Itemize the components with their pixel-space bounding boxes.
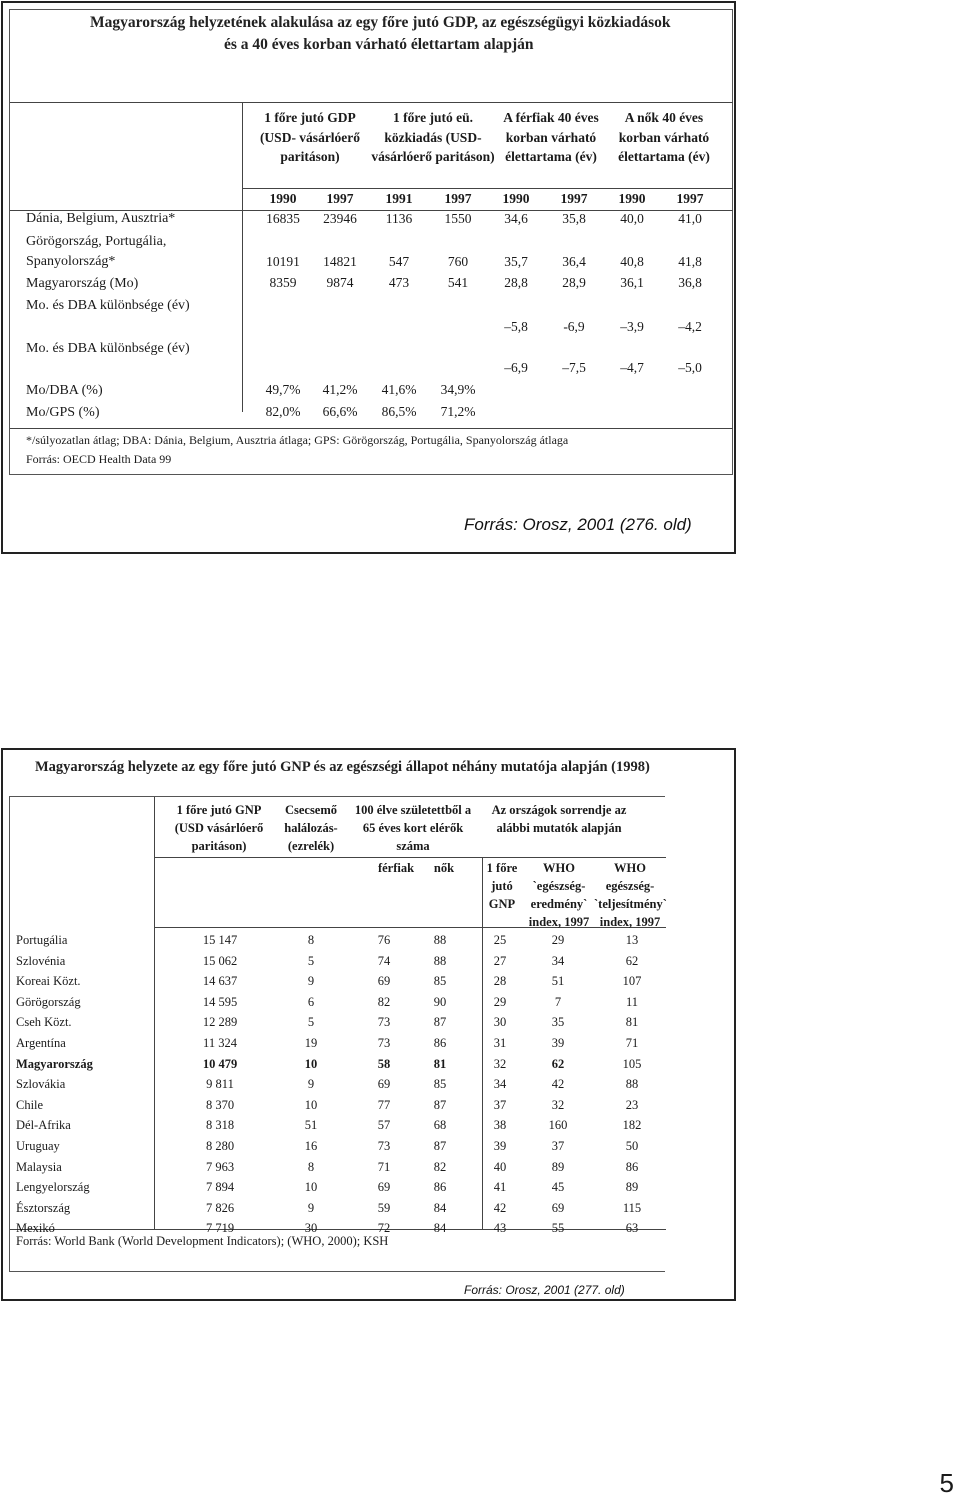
table-cell: 51 bbox=[304, 1118, 318, 1133]
table-cell: 36,8 bbox=[678, 275, 702, 290]
table-cell: 38 bbox=[493, 1118, 507, 1133]
table-cell: 43 bbox=[493, 1221, 507, 1236]
table-cell: 11 bbox=[625, 994, 639, 1009]
table-cell: 82 bbox=[377, 994, 391, 1009]
table-cell: 74 bbox=[377, 953, 391, 968]
table-cell: 34 bbox=[493, 1077, 507, 1092]
table-cell: 7 826 bbox=[205, 1200, 235, 1215]
table-cell: 90 bbox=[433, 994, 447, 1009]
table-cell: 37 bbox=[551, 1139, 565, 1153]
table-cell: 23 bbox=[625, 1097, 639, 1112]
table-cell: 50 bbox=[625, 1139, 639, 1153]
table-cell: 85 bbox=[433, 974, 447, 989]
table-cell: 760 bbox=[447, 254, 469, 269]
table-cell: 10 479 bbox=[202, 1056, 238, 1071]
col-header-health-spending: 1 főre jutó eü. közkiadás (USD- vásárlóerő paritáson) bbox=[371, 110, 495, 164]
table-row-label: Cseh Közt. bbox=[16, 1015, 72, 1030]
table-cell: 9 811 bbox=[206, 1077, 234, 1092]
col-header-women: nők bbox=[433, 861, 455, 875]
table-image-2 bbox=[9, 796, 665, 1272]
page-number: 5 bbox=[939, 1468, 954, 1498]
table-cell: 27 bbox=[493, 953, 507, 968]
table-cell: 8 318 bbox=[205, 1118, 235, 1133]
col-header-survival-65: 100 élve születettből a 65 éves kort elérők száma bbox=[354, 803, 472, 853]
table-cell: 81 bbox=[625, 1015, 639, 1030]
table-source-note: Forrás: OECD Health Data 99 bbox=[26, 452, 172, 466]
table-cell: 86 bbox=[625, 1159, 639, 1174]
table-cell: 58 bbox=[377, 1056, 391, 1071]
table-cell: 89 bbox=[625, 1180, 639, 1195]
table-cell: 62 bbox=[551, 1056, 565, 1071]
table-cell: 160 bbox=[548, 1118, 568, 1133]
table-cell: 28,9 bbox=[562, 275, 586, 290]
table-cell: 14 595 bbox=[202, 994, 238, 1009]
table-cell: 11 324 bbox=[203, 1036, 237, 1050]
table-cell: 41 bbox=[493, 1180, 507, 1195]
year-header: 1997 bbox=[444, 191, 472, 206]
table-cell: 14 637 bbox=[202, 974, 238, 989]
table-cell: –5,0 bbox=[678, 360, 702, 375]
col-header-female-life-expectancy: A nők 40 éves korban várható élettartama (év) bbox=[618, 110, 710, 164]
table-cell: 10191 bbox=[266, 254, 300, 269]
col-header-who-performance: WHO egészség-`teljesítmény` index, 1997 bbox=[594, 861, 667, 929]
slide-source-caption: Forrás: Orosz, 2001 (277. old) bbox=[464, 1283, 625, 1297]
col-header-rank-gnp: 1 főre jutó GNP bbox=[486, 861, 518, 911]
table-row-label: Lengyelország bbox=[16, 1180, 90, 1195]
table-cell: 89 bbox=[551, 1159, 565, 1174]
table-cell: 82,0% bbox=[265, 404, 301, 419]
table-cell: 10 bbox=[304, 1056, 318, 1071]
table-cell: 41,8 bbox=[678, 254, 702, 269]
table-cell: 10 bbox=[304, 1180, 318, 1195]
table-cell: 1550 bbox=[444, 211, 472, 226]
year-header: 1990 bbox=[618, 191, 646, 206]
table-cell: 6 bbox=[307, 994, 315, 1009]
table-cell: 7 bbox=[554, 994, 562, 1009]
year-header: 1990 bbox=[269, 191, 297, 206]
table-cell: 85 bbox=[433, 1077, 447, 1092]
table-cell: 28,8 bbox=[504, 275, 528, 290]
table-cell: 88 bbox=[433, 953, 447, 968]
table-cell: 55 bbox=[551, 1221, 565, 1236]
table-row-label: Koreai Közt. bbox=[16, 974, 81, 989]
table-cell: 8359 bbox=[269, 275, 297, 290]
table-cell: 5 bbox=[307, 953, 315, 968]
table-cell: 41,0 bbox=[678, 211, 702, 226]
col-header-men: férfiak bbox=[377, 861, 415, 875]
table-cell: 473 bbox=[388, 275, 410, 290]
table-cell: –3,9 bbox=[620, 319, 644, 334]
table-cell: 31 bbox=[493, 1036, 507, 1050]
col-header-rank: Az országok sorrendje az alábbi mutatók alapján bbox=[491, 803, 627, 835]
slide-2 bbox=[1, 748, 736, 1301]
col-header-infant-mortality: Csecsemő halálozás- (ezrelék) bbox=[284, 803, 338, 853]
row-label: Mo. és DBA különbsége (év) bbox=[26, 298, 190, 313]
table-cell: 1136 bbox=[385, 211, 413, 226]
table-cell: 10 bbox=[304, 1097, 318, 1112]
row-label: Mo/GPS (%) bbox=[26, 405, 100, 420]
table-row-label: Görögország bbox=[16, 994, 81, 1009]
table-cell: 42 bbox=[551, 1077, 565, 1092]
table-source-note: Forrás: World Bank (World Development Indicators); (WHO, 2000); KSH bbox=[16, 1234, 389, 1248]
table-cell: 81 bbox=[433, 1056, 447, 1071]
table-cell: 66,6% bbox=[322, 404, 358, 419]
table-cell: 7 963 bbox=[205, 1159, 235, 1174]
table-cell: 87 bbox=[433, 1015, 447, 1030]
table-row-label: Malaysia bbox=[16, 1159, 62, 1174]
table-row-label: Argentína bbox=[16, 1036, 66, 1050]
table-cell: 115 bbox=[622, 1200, 642, 1215]
table-cell: 87 bbox=[433, 1139, 447, 1153]
year-header: 1997 bbox=[676, 191, 704, 206]
table-cell: 39 bbox=[551, 1036, 565, 1050]
table-cell: 41,2% bbox=[322, 382, 358, 397]
table-cell: 59 bbox=[377, 1200, 391, 1215]
table-cell: 41,6% bbox=[381, 382, 417, 397]
table-title-line1: Magyarország helyzetének alakulása az egy főre jutó GDP, az egészségügyi közkiadások bbox=[90, 14, 671, 31]
table-cell: 107 bbox=[622, 974, 642, 989]
table-cell: 62 bbox=[625, 953, 639, 968]
row-label: Mo/DBA (%) bbox=[26, 383, 103, 398]
year-header: 1997 bbox=[326, 191, 354, 206]
table-cell: 71 bbox=[377, 1159, 391, 1174]
table-cell: 77 bbox=[377, 1097, 391, 1112]
year-header: 1991 bbox=[385, 191, 413, 206]
table-cell: 32 bbox=[551, 1097, 565, 1112]
table-cell: 42 bbox=[493, 1200, 507, 1215]
table-cell: 69 bbox=[377, 1077, 391, 1092]
table-cell: 32 bbox=[493, 1056, 507, 1071]
year-header: 1990 bbox=[502, 191, 530, 206]
col-header-male-life-expectancy: A férfiak 40 éves korban várható élettartama (év) bbox=[503, 110, 599, 164]
table-cell: 63 bbox=[625, 1221, 639, 1236]
row-label: Görögország, Portugália, Spanyolország* bbox=[26, 234, 167, 269]
table-cell: 15 062 bbox=[202, 953, 238, 968]
table-cell: 14821 bbox=[323, 254, 357, 269]
table-cell: 45 bbox=[551, 1180, 565, 1195]
table-cell: 35 bbox=[551, 1015, 565, 1030]
table-cell: 40,0 bbox=[620, 211, 644, 226]
table-cell: 71 bbox=[625, 1036, 639, 1050]
table-cell: 72 bbox=[377, 1221, 391, 1236]
table-cell: 68 bbox=[433, 1118, 447, 1133]
table-cell: 29 bbox=[551, 933, 565, 947]
table-cell: 69 bbox=[377, 974, 391, 989]
table-cell: 8 bbox=[307, 933, 315, 947]
table-cell: 36,4 bbox=[562, 254, 586, 269]
table-cell: 73 bbox=[377, 1015, 391, 1030]
table-cell: 7 894 bbox=[205, 1180, 235, 1195]
table-cell: –4,2 bbox=[678, 319, 702, 334]
table-cell: 8 280 bbox=[205, 1139, 235, 1153]
table-cell: 105 bbox=[622, 1056, 642, 1071]
table-cell: 69 bbox=[551, 1200, 565, 1215]
table-cell: 19 bbox=[304, 1036, 318, 1050]
table-cell: 29 bbox=[493, 994, 507, 1009]
table-cell: 34,9% bbox=[440, 382, 476, 397]
table-cell: 9 bbox=[307, 1077, 315, 1092]
table-row-label: Uruguay bbox=[16, 1139, 60, 1153]
table-cell: 40 bbox=[493, 1159, 507, 1174]
table-row-label: Szlovákia bbox=[16, 1077, 66, 1092]
table-cell: 84 bbox=[433, 1221, 447, 1236]
table-cell: 40,8 bbox=[620, 254, 644, 269]
table-cell: 9 bbox=[307, 1200, 315, 1215]
col-header-gnp: 1 főre jutó GNP (USD vásárlóerő paritáson) bbox=[174, 803, 264, 853]
table-cell: 35,8 bbox=[562, 211, 586, 226]
table-cell: 547 bbox=[388, 254, 410, 269]
table-row-label: Szlovénia bbox=[16, 953, 66, 968]
table-title: Magyarország helyzete az egy főre jutó GNP és az egészségi állapot néhány mutatója alapján (1998) bbox=[35, 759, 650, 775]
table-cell: 86 bbox=[433, 1036, 447, 1050]
table-cell: 182 bbox=[622, 1118, 642, 1133]
table-cell: 39 bbox=[493, 1139, 507, 1153]
table-cell: 28 bbox=[493, 974, 507, 989]
row-label: Mo. és DBA különbsége (év) bbox=[26, 341, 190, 356]
table-cell: 25 bbox=[493, 933, 507, 947]
table-cell: 35,7 bbox=[504, 254, 528, 269]
table-cell: 76 bbox=[377, 933, 391, 947]
year-header: 1997 bbox=[560, 191, 588, 206]
table-cell: 34,6 bbox=[504, 211, 528, 226]
table-cell: 36,1 bbox=[620, 275, 644, 290]
table-row-label: Dél-Afrika bbox=[16, 1118, 71, 1133]
table-row-label: Portugália bbox=[16, 933, 68, 947]
table-cell: 9 bbox=[307, 974, 315, 989]
table-cell: 34 bbox=[551, 953, 565, 968]
table-cell: –7,5 bbox=[562, 360, 586, 375]
row-label: Magyarország (Mo) bbox=[26, 276, 139, 291]
table-cell: 73 bbox=[377, 1036, 391, 1050]
table-cell: 16 bbox=[304, 1139, 318, 1153]
table-cell: 82 bbox=[433, 1159, 447, 1174]
table-cell: 49,7% bbox=[265, 382, 301, 397]
table-cell: 12 289 bbox=[202, 1015, 238, 1030]
table-cell: 71,2% bbox=[440, 404, 476, 419]
table-row-label: Észtország bbox=[16, 1200, 71, 1215]
table-title-line2: és a 40 éves korban várható élettartam alapján bbox=[224, 36, 534, 53]
table-cell: 88 bbox=[433, 933, 447, 947]
table-row-label: Chile bbox=[16, 1097, 44, 1112]
table-cell: 30 bbox=[493, 1015, 507, 1030]
table-cell: 86,5% bbox=[381, 404, 417, 419]
table-image-1 bbox=[9, 9, 733, 475]
table-cell: 57 bbox=[377, 1118, 391, 1133]
table-cell: 13 bbox=[625, 933, 639, 947]
table-footnote: */súlyozatlan átlag; DBA: Dánia, Belgium, Ausztria átlaga; GPS: Görögország, Portugália, Spanyolország átlaga bbox=[26, 433, 569, 447]
table-cell: 30 bbox=[304, 1221, 318, 1236]
table-cell: 87 bbox=[433, 1097, 447, 1112]
table-cell: –4,7 bbox=[620, 360, 644, 375]
table-cell: 51 bbox=[551, 974, 565, 989]
table-cell: –6,9 bbox=[504, 360, 528, 375]
table-cell: 7 719 bbox=[205, 1221, 235, 1236]
table-row-label: Mexikó bbox=[16, 1221, 55, 1236]
table-cell: –5,8 bbox=[504, 319, 528, 334]
table-cell: 88 bbox=[625, 1077, 639, 1092]
table-cell: -6,9 bbox=[563, 319, 585, 334]
table-cell: 73 bbox=[377, 1139, 391, 1153]
table-cell: 8 bbox=[307, 1159, 315, 1174]
table-cell: 541 bbox=[447, 275, 469, 290]
table-cell: 84 bbox=[433, 1200, 447, 1215]
col-header-gdp: 1 főre jutó GDP (USD- vásárlóerő paritáson) bbox=[259, 110, 361, 164]
table-cell: 15 147 bbox=[202, 933, 238, 947]
table-cell: 5 bbox=[307, 1015, 315, 1030]
table-row-label: Magyarország bbox=[16, 1056, 93, 1071]
table-cell: 23946 bbox=[323, 211, 357, 226]
slide-source-caption: Forrás: Orosz, 2001 (276. old) bbox=[464, 515, 692, 534]
col-header-who-outcome: WHO `egészség-eredmény` index, 1997 bbox=[528, 861, 590, 929]
table-cell: 16835 bbox=[266, 211, 300, 226]
table-cell: 69 bbox=[377, 1180, 391, 1195]
table-cell: 8 370 bbox=[205, 1097, 235, 1112]
table-cell: 37 bbox=[493, 1097, 507, 1112]
slide-1 bbox=[1, 1, 736, 554]
row-label: Dánia, Belgium, Ausztria* bbox=[26, 211, 176, 226]
table-cell: 9874 bbox=[326, 275, 354, 290]
table-cell: 86 bbox=[433, 1180, 447, 1195]
